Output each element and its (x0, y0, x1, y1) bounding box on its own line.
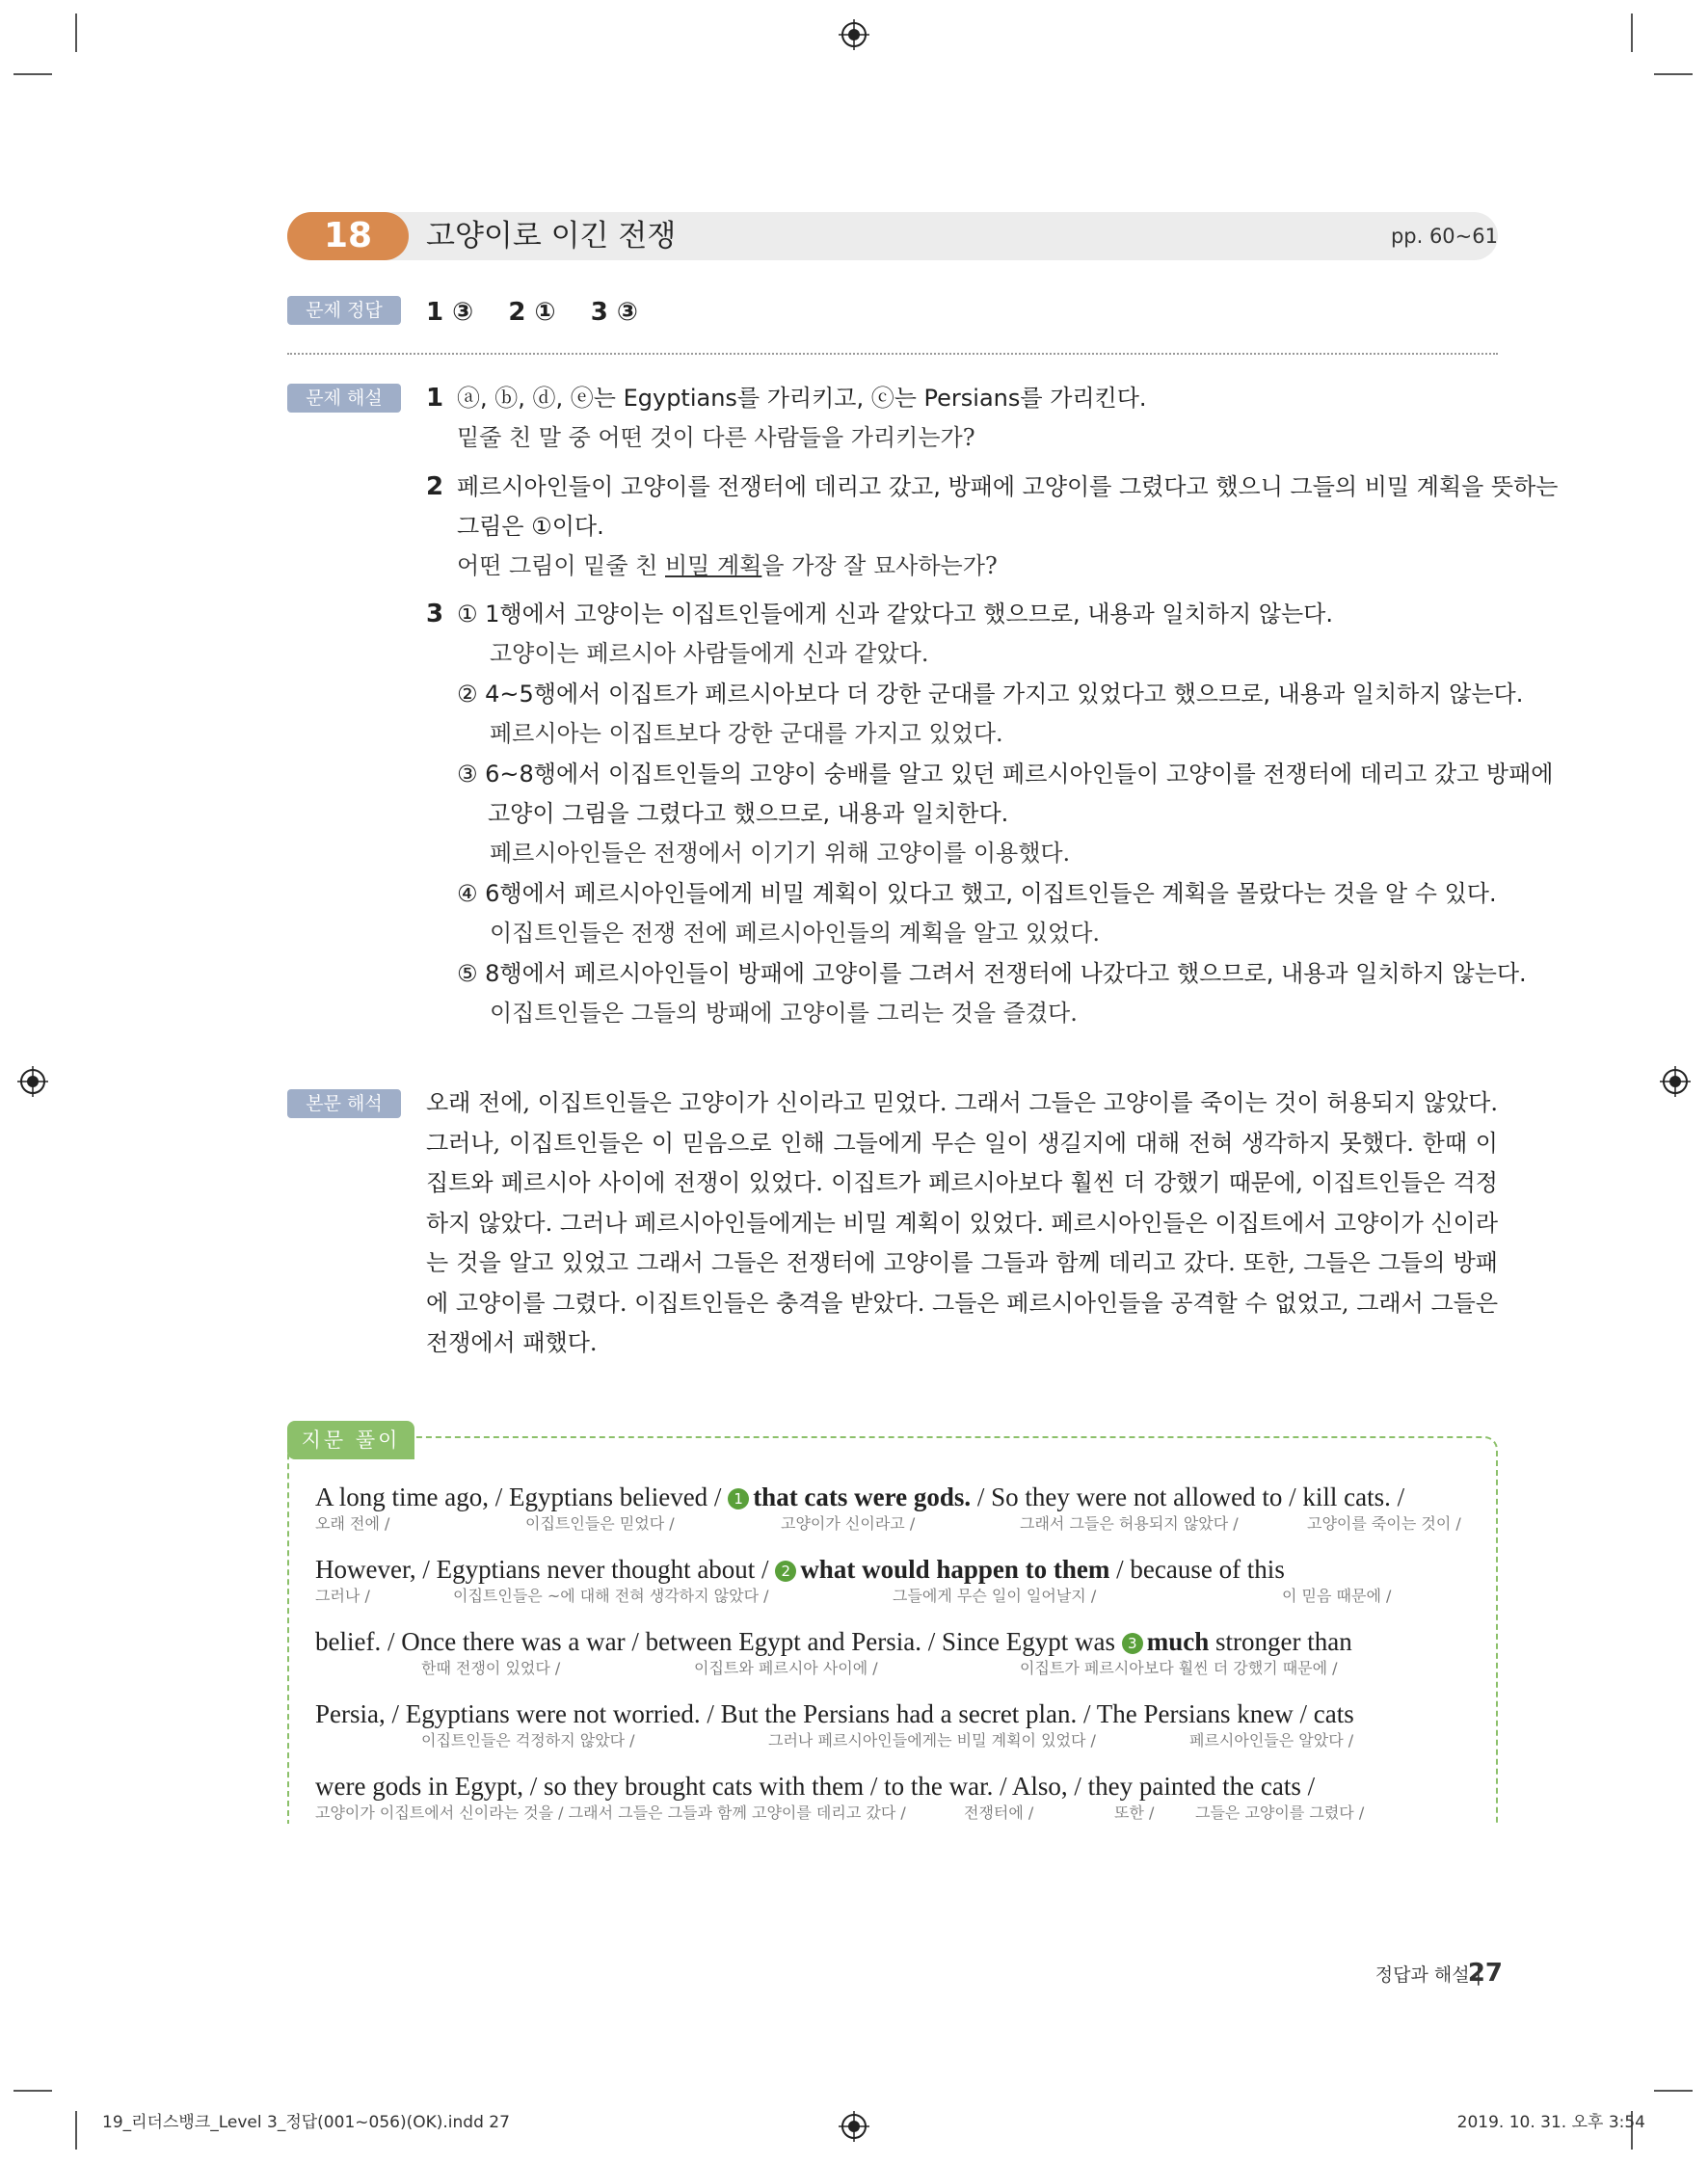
crop-mark (1654, 73, 1693, 75)
reading-analysis-tag: 지문 풀이 (287, 1421, 414, 1459)
reading-gloss: 페르시아인들은 알았다 / (1189, 1731, 1354, 1750)
reading-gloss: 그들은 고양이를 그렸다 / (1195, 1803, 1365, 1822)
option-explanation: 고양이 그림을 그렸다고 했으므로, 내용과 일치한다. (488, 800, 1009, 827)
page-number: 27 (1467, 1959, 1503, 1988)
reading-line: Persia, / Egyptians were not worried. / But the Persians had a secret plan. / The Persians knew / cats (315, 1699, 1354, 1728)
reading-gloss: 그들에게 무슨 일이 일어날지 / (893, 1587, 1097, 1605)
option-explanation: ③ 6~8행에서 이집트인들의 고양이 숭배를 알고 있던 페르시아인들이 고양이를 전쟁터에 데리고 갔고 방패에 (457, 761, 1554, 788)
lesson-number-badge: 18 (287, 212, 409, 260)
footer-section-label: 정답과 해설 | (1374, 1964, 1481, 1986)
question-restatement: 어떤 그림이 밑줄 친 비밀 계획을 가장 잘 묘사하는가? (457, 552, 998, 579)
reading-gloss: 고양이가 신이라고 / (781, 1514, 916, 1533)
explanation-line: 페르시아인들이 고양이를 전쟁터에 데리고 갔고, 방패에 고양이를 그렸다고 했으니 그들의 비밀 계획을 뜻하는 (457, 473, 1559, 500)
number-circle-icon: 2 (775, 1561, 796, 1582)
question-number: 3 (426, 600, 444, 628)
question-restatement: 밑줄 친 말 중 어떤 것이 다른 사람들을 가리키는가? (457, 424, 975, 451)
reading-gloss: 이집트인들은 걱정하지 않았다 / (421, 1731, 635, 1750)
option-explanation: ④ 6행에서 페르시아인들에게 비밀 계획이 있다고 했고, 이집트인들은 계획을 몰랐다는 것을 알 수 있다. (457, 880, 1497, 907)
print-slug-filename: 19_리더스뱅크_Level 3_정답(001~056)(OK).indd 27 (102, 2113, 510, 2132)
reading-gloss: 이집트가 페르시아보다 훨씬 더 강했기 때문에 / (1020, 1659, 1338, 1677)
registration-mark-icon (839, 19, 869, 50)
explanation-line: 그림은 ①이다. (457, 513, 604, 540)
reading-gloss: 이집트인들은 믿었다 / (525, 1514, 675, 1533)
reading-gloss: 한때 전쟁이 있었다 / (421, 1659, 561, 1677)
dotted-divider (287, 353, 1498, 355)
reading-gloss: 오래 전에 / (315, 1514, 390, 1533)
question-number: 2 (426, 472, 444, 501)
crop-mark (13, 73, 52, 75)
underlined-phrase: 비밀 계획 (665, 552, 762, 579)
explanation-tag: 문제 해설 (287, 384, 401, 413)
reading-gloss: 그러나 / (315, 1587, 370, 1605)
registration-mark-icon (839, 2111, 869, 2142)
registration-mark-icon (1660, 1066, 1691, 1097)
reading-gloss: 고양이를 죽이는 것이 / (1307, 1514, 1461, 1533)
reading-gloss: 그래서 그들은 허용되지 않았다 / (1020, 1514, 1239, 1533)
reading-gloss: 이집트와 페르시아 사이에 / (694, 1659, 878, 1677)
reading-gloss: 그러나 페르시아인들에게는 비밀 계획이 있었다 / (768, 1731, 1096, 1750)
reading-line: were gods in Egypt, / so they brought cats with them / to the war. / Also, / they painted the cats / (315, 1772, 1316, 1801)
reading-gloss: 전쟁터에 / (964, 1803, 1034, 1822)
option-explanation: ① 1행에서 고양이는 이집트인들에게 신과 같았다고 했으므로, 내용과 일치하지 않는다. (457, 601, 1333, 628)
registration-mark-icon (17, 1066, 48, 1097)
reading-gloss: 이집트인들은 ~에 대해 전혀 생각하지 않았다 / (453, 1587, 769, 1605)
translation-tag: 본문 해석 (287, 1089, 401, 1118)
option-restatement: 이집트인들은 전쟁 전에 페르시아인들의 계획을 알고 있었다. (490, 920, 1101, 947)
answers-text: 1 ③ 2 ① 3 ③ (426, 298, 638, 327)
question-number: 1 (426, 384, 444, 413)
print-slug-timestamp: 2019. 10. 31. 오후 3:54 (1456, 2113, 1645, 2132)
crop-mark (75, 2111, 77, 2150)
reading-line: belief. / Once there was a war / between Egypt and Persia. / Since Egypt was 3 much stronger than (315, 1627, 1352, 1656)
reading-gloss: 고양이가 이집트에서 신이라는 것을 / 그래서 그들은 그들과 함께 고양이를 데리고 갔다 / (315, 1803, 906, 1822)
reading-line: However, / Egyptians never thought about / 2 what would happen to them / because of this (315, 1555, 1285, 1584)
reading-gloss: 또한 / (1114, 1803, 1155, 1822)
reading-line: A long time ago, / Egyptians believed / 1 that cats were gods. / So they were not allowed to / kill cats. / (315, 1483, 1405, 1511)
lesson-title: 고양이로 이긴 전쟁 (426, 219, 677, 254)
answers-tag: 문제 정답 (287, 296, 401, 325)
option-explanation: ⑤ 8행에서 페르시아인들이 방패에 고양이를 그려서 전쟁터에 나갔다고 했으므로, 내용과 일치하지 않는다. (457, 960, 1527, 987)
crop-mark (1654, 2090, 1693, 2092)
number-circle-icon: 1 (728, 1488, 749, 1509)
lesson-pages: pp. 60~61 (1390, 225, 1498, 248)
body-translation: 오래 전에, 이집트인들은 고양이가 신이라고 믿었다. 그래서 그들은 고양이를 죽이는 것이 허용되지 않았다. 그러나, 이집트인들은 이 믿음으로 인해 그들에게 무슨 일이 생길지에 대해 전혀 생각하지 못했다. 한때 이집트와 페르시아 사이에 전쟁이 있었다. 이집트가 페르시아보다 훨씬 더 강했기 때문에, 이집트인들은 걱정하지 않았다. 그러나 페르시아인들에게는 비밀 계획이 있었다. 페르시아인들은 이집트에서 고양이가 신이라는 것을 알고 있었고 그래서 그들은 전쟁터에 고양이를 그들과 함께 데리고 갔다. 또한, 그들은 그들의 방패에 고양이를 그렸다. 이집트인들은 충격을 받았다. 그들은 페르시아인들을 공격할 수 없었고, 그래서 그들은 전쟁에서 패했다. (426, 1089, 1498, 1356)
crop-mark (75, 13, 77, 52)
explanation-line: ⓐ, ⓑ, ⓓ, ⓔ는 Egyptians를 가리키고, ⓒ는 Persians를 가리킨다. (457, 385, 1147, 412)
number-circle-icon: 3 (1122, 1633, 1143, 1654)
option-restatement: 페르시아인들은 전쟁에서 이기기 위해 고양이를 이용했다. (490, 840, 1071, 867)
crop-mark (1631, 13, 1633, 52)
option-restatement: 이집트인들은 그들의 방패에 고양이를 그리는 것을 즐겼다. (490, 1000, 1078, 1027)
option-restatement: 고양이는 페르시아 사람들에게 신과 같았다. (490, 640, 929, 667)
crop-mark (13, 2090, 52, 2092)
reading-gloss: 이 믿음 때문에 / (1282, 1587, 1392, 1605)
option-explanation: ② 4~5행에서 이집트가 페르시아보다 더 강한 군대를 가지고 있었다고 했으므로, 내용과 일치하지 않는다. (457, 681, 1524, 708)
option-restatement: 페르시아는 이집트보다 강한 군대를 가지고 있었다. (490, 720, 1003, 747)
